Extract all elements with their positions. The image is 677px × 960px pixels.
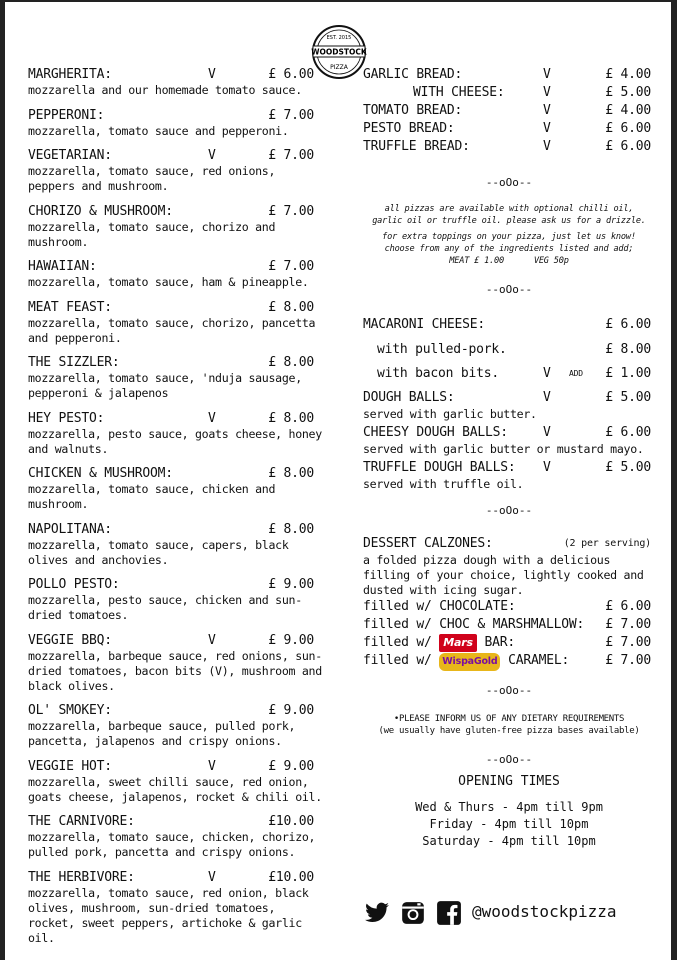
wispa-logo: WispaGold (439, 653, 500, 671)
pizza-header (28, 66, 328, 83)
bread-list (363, 66, 655, 156)
bread-name: PESTO BREAD: (363, 121, 455, 136)
side-price: £ 6.00 (605, 425, 651, 440)
pizza-item (28, 147, 328, 194)
bread-name: GARLIC BREAD: (363, 67, 463, 82)
side-name: DOUGH BALLS: (363, 390, 455, 405)
add-label: ADD (569, 369, 583, 378)
pizza-name: HAWAIIAN: (28, 259, 97, 274)
logo-sub: PIZZA (330, 64, 348, 71)
hours-line: Saturday - 4pm till 10pm (422, 834, 596, 848)
side-name: MACARONI CHEESE: (363, 317, 486, 332)
pizza-item (28, 758, 328, 805)
pizza-name: CHORIZO & MUSHROOM: (28, 203, 173, 219)
pizza-desc: mozzarella, barbeque sauce, red onions, sun-dried tomatoes, bacon bits (V), mushroom and black olives. (28, 648, 322, 693)
pizza-item (28, 465, 328, 512)
pizza-item (28, 203, 328, 250)
pizza-desc: mozzarella, tomato sauce, chorizo, pancetta and pepperoni. (28, 315, 316, 345)
pizza-desc: mozzarella, tomato sauce, chorizo and mushroom. (28, 219, 276, 249)
pizza-name: OL' SMOKEY: (28, 703, 112, 718)
separator: --oOo-- (485, 283, 533, 296)
side-name: TRUFFLE DOUGH BALLS: (363, 460, 516, 475)
pizza-name: VEGGIE HOT: (28, 758, 112, 774)
pizza-name: MEAT FEAST: (28, 299, 112, 315)
side-name: with pulled-pork. (377, 342, 507, 357)
bread-price: £ 6.00 (605, 139, 651, 154)
dessert-desc: a folded pizza dough with a delicious (363, 553, 611, 567)
pizza-desc: mozzarella, tomato sauce, ham & pineapple. (28, 275, 309, 289)
side-desc: served with truffle oil. (363, 477, 524, 491)
hours-line: Wed & Thurs - 4pm till 9pm (415, 800, 603, 814)
topping-prices (363, 255, 655, 267)
pizza-desc: mozzarella, tomato sauce, chicken and mushroom. (28, 482, 276, 511)
pizza-price: £ 7.00 (268, 148, 314, 163)
side-price: £ 6.00 (605, 317, 651, 332)
note-line: for extra toppings on your pizza, just let us know! (382, 232, 636, 242)
opening-hours (363, 799, 655, 850)
dessert-title: DESSERT CALZONES: (363, 536, 493, 551)
pizza-name: NAPOLITANA: (28, 521, 112, 537)
pizza-desc: mozzarella, tomato sauce, 'nduja sausage, pepperoni & jalapenos (28, 371, 302, 400)
veg-mark: V (543, 103, 551, 118)
pizza-price: £ 9.00 (268, 632, 314, 648)
dessert-prefix: filled w/ (363, 653, 432, 668)
dessert-prefix: filled w/ (363, 635, 432, 650)
bread-name: WITH CHEESE: (413, 85, 505, 100)
pizza-price: £10.00 (268, 869, 314, 885)
pizza-item (28, 521, 328, 568)
pizza-desc: mozzarella, tomato sauce, red onion, black olives, mushroom, sun-dried tomatoes, rocket, sweet peppers, artichoke & garlic oil. (28, 885, 309, 945)
pizza-item (28, 410, 328, 457)
pizza-name: VEGGIE BBQ: (28, 632, 112, 648)
pizza-desc: mozzarella, sweet chilli sauce, red onion, goats cheese, jalapenos, rocket & chili oil. (28, 774, 322, 804)
pizza-price: £10.00 (268, 814, 314, 829)
pizza-item (28, 813, 328, 860)
bread-price: £ 4.00 (605, 67, 651, 82)
pizza-header (28, 354, 328, 371)
pizza-name: MARGHERITA: (28, 67, 112, 82)
veg-mark: V (543, 425, 551, 440)
pizza-price: £ 6.00 (268, 67, 314, 82)
veg-mark: V (208, 632, 216, 648)
pizza-header (28, 813, 328, 830)
side-row (363, 424, 655, 442)
pizza-price: £ 8.00 (268, 355, 314, 370)
dessert-title-row (363, 535, 655, 553)
veg-mark: V (543, 121, 551, 136)
pizza-name: THE SIZZLER: (28, 355, 120, 370)
pizza-item (28, 107, 328, 139)
veg-mark: V (543, 139, 551, 154)
pizza-price: £ 8.00 (268, 466, 314, 481)
pizza-header (28, 702, 328, 719)
dietary-line: •PLEASE INFORM US OF ANY DIETARY REQUIREMENTS (393, 714, 625, 724)
side-price: £ 8.00 (605, 342, 651, 357)
pizza-item (28, 702, 328, 749)
dessert-row (363, 598, 655, 616)
dietary-line: (we usually have gluten-free pizza bases available) (378, 726, 640, 736)
pizza-name: THE CARNIVORE: (28, 814, 135, 829)
bread-row (363, 84, 655, 102)
dessert-suffix: BAR: (484, 635, 515, 650)
veg-price: VEG 50p (533, 256, 569, 266)
pizza-header (28, 203, 328, 220)
toppings-note (363, 203, 655, 267)
dessert-desc: filling of your choice, lightly cooked and (363, 568, 644, 582)
pizza-header (28, 465, 328, 482)
bread-price: £ 4.00 (605, 103, 651, 118)
bread-row (363, 66, 655, 84)
note-line: garlic oil or truffle oil. please ask us for a drizzle. (372, 216, 646, 226)
hours-line: Friday - 4pm till 10pm (429, 817, 589, 831)
pizza-desc: mozzarella, tomato sauce and pepperoni. (28, 123, 289, 138)
pizza-desc: mozzarella and our homemade tomato sauce. (28, 83, 302, 97)
pizza-header (28, 107, 328, 124)
veg-mark: V (543, 390, 551, 405)
pizza-price: £ 7.00 (268, 107, 314, 123)
pizza-header (28, 758, 328, 775)
veg-mark: V (208, 410, 216, 426)
meat-price: MEAT £ 1.00 (449, 256, 505, 266)
dessert-suffix: CARAMEL: (508, 653, 570, 668)
dessert-name: filled w/ CHOCOLATE: (363, 599, 516, 614)
dessert-serving: (2 per serving) (563, 538, 651, 549)
instagram-icon[interactable] (400, 900, 426, 926)
pizza-name: THE HERBIVORE: (28, 869, 135, 885)
side-row (363, 459, 655, 477)
veg-mark: V (543, 67, 551, 82)
pizza-name: POLLO PESTO: (28, 577, 120, 592)
logo-name: WOODSTOCK (311, 47, 367, 57)
separator: --oOo-- (485, 753, 533, 766)
veg-mark: V (208, 148, 216, 163)
pizza-header (28, 258, 328, 275)
pizza-price: £ 9.00 (268, 703, 314, 718)
facebook-icon[interactable] (436, 900, 462, 926)
pizza-price: £ 8.00 (268, 410, 314, 426)
pizza-desc: mozzarella, pesto sauce, chicken and sun-dried tomatoes. (28, 593, 302, 622)
social-handle[interactable]: @woodstockpizza (472, 902, 617, 921)
pizza-price: £ 9.00 (268, 758, 314, 774)
pizza-header (28, 299, 328, 316)
bread-name: TRUFFLE BREAD: (363, 139, 470, 154)
bread-row (363, 120, 655, 138)
dessert-section (363, 535, 655, 670)
social-bar (364, 898, 659, 928)
pizza-header (28, 576, 328, 593)
sides-section (363, 316, 655, 492)
bread-name: TOMATO BREAD: (363, 103, 463, 118)
pizza-item (28, 869, 328, 946)
veg-mark: V (208, 67, 216, 82)
pizza-name: PEPPERONI: (28, 107, 105, 123)
bread-price: £ 6.00 (605, 121, 651, 136)
side-desc: served with garlic butter. (363, 407, 537, 421)
pizza-item (28, 576, 328, 623)
side-price: £ 1.00 (605, 366, 651, 381)
pizza-price: £ 7.00 (268, 259, 314, 274)
pizza-header (28, 147, 328, 164)
dessert-row (363, 652, 655, 670)
dessert-price: £ 7.00 (605, 635, 651, 650)
pizza-item (28, 632, 328, 694)
side-price: £ 5.00 (605, 390, 651, 405)
separator: --oOo-- (485, 684, 533, 697)
separator: --oOo-- (485, 504, 533, 517)
pizza-desc: mozzarella, tomato sauce, capers, black olives and anchovies. (28, 537, 289, 567)
dessert-row (363, 616, 655, 634)
side-row (363, 316, 655, 334)
pizza-name: VEGETARIAN: (28, 148, 112, 163)
pizza-header (28, 869, 328, 886)
dessert-price: £ 7.00 (605, 653, 651, 668)
pizza-desc: mozzarella, barbeque sauce, pulled pork, pancetta, jalapenos and crispy onions. (28, 719, 296, 748)
right-column (363, 66, 655, 850)
dessert-name (363, 652, 569, 671)
veg-mark: V (208, 758, 216, 774)
pizza-item (28, 354, 328, 401)
pizza-item (28, 299, 328, 346)
pizza-price: £ 9.00 (268, 577, 314, 592)
pizza-price: £ 8.00 (268, 521, 314, 537)
bread-row (363, 102, 655, 120)
pizza-desc: mozzarella, tomato sauce, chicken, chorizo, pulled pork, pancetta and crispy onions. (28, 830, 316, 859)
opening-title: OPENING TIMES (458, 774, 560, 789)
side-row (363, 365, 655, 383)
pizza-item (28, 66, 328, 98)
pizza-header (28, 410, 328, 427)
mars-logo: Mars (439, 634, 477, 652)
side-price: £ 5.00 (605, 460, 651, 475)
side-name: with bacon bits. (377, 366, 500, 381)
bread-row (363, 138, 655, 156)
dessert-price: £ 7.00 (605, 617, 651, 632)
pizza-name: HEY PESTO: (28, 410, 105, 426)
veg-mark: V (543, 366, 551, 381)
logo-est: EST. 2015 (326, 35, 352, 41)
side-row (363, 341, 655, 359)
dessert-price: £ 6.00 (605, 599, 651, 614)
dessert-desc: dusted with icing sugar. (363, 583, 524, 597)
side-desc: served with garlic butter or mustard mayo. (363, 442, 644, 456)
separator: --oOo-- (485, 176, 533, 189)
veg-mark: V (208, 869, 216, 885)
pizza-desc: mozzarella, pesto sauce, goats cheese, honey and walnuts. (28, 426, 322, 456)
note-line: all pizzas are available with optional chilli oil, (384, 204, 634, 214)
dessert-name (363, 634, 515, 652)
veg-mark: V (543, 85, 551, 100)
pizza-desc: mozzarella, tomato sauce, red onions, peppers and mushroom. (28, 164, 276, 193)
veg-mark: V (543, 460, 551, 475)
pizza-list (28, 66, 328, 954)
twitter-icon[interactable] (364, 900, 390, 926)
pizza-price: £ 7.00 (268, 203, 314, 219)
pizza-item (28, 258, 328, 290)
pizza-header (28, 521, 328, 538)
note-line: choose from any of the ingredients listed and add; (384, 244, 634, 254)
dessert-row (363, 634, 655, 652)
dessert-name: filled w/ CHOC & MARSHMALLOW: (363, 617, 585, 632)
side-row (363, 389, 655, 407)
side-name: CHEESY DOUGH BALLS: (363, 425, 508, 440)
pizza-header (28, 632, 328, 649)
pizza-price: £ 8.00 (268, 299, 314, 315)
pizza-name: CHICKEN & MUSHROOM: (28, 466, 173, 481)
bread-price: £ 5.00 (605, 85, 651, 100)
